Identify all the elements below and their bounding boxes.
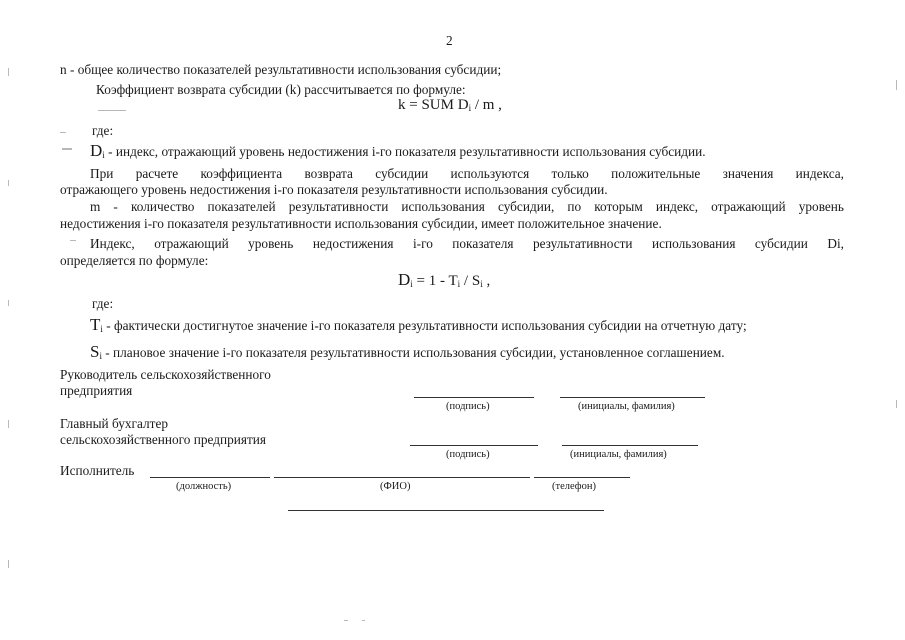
scan-speck: [344, 620, 348, 621]
m-paragraph-line2: недостижения i-го показателя результативности использования субсидии, имеет положительное значение.: [60, 216, 662, 231]
si-definition: [90, 344, 725, 364]
position-caption: (должность): [176, 481, 232, 492]
k-formula-sub: i: [468, 103, 472, 113]
si-symbol: S: [90, 342, 100, 361]
di-formula-eq: = 1 - T: [412, 273, 458, 289]
scan-speck: [896, 400, 897, 408]
di-formula-end: ,: [482, 273, 491, 289]
scan-speck: [62, 148, 72, 150]
accountant-sign-caption: (подпись): [446, 449, 490, 460]
executor-phone-line: [534, 477, 630, 478]
di-formula: [398, 270, 490, 290]
accountant-sign-line: [410, 445, 538, 446]
where-label-2: где:: [92, 296, 114, 311]
calc-paragraph-line1: При расчете коэффициента возврата субсидии используются только положительные значения индекса,: [90, 166, 844, 181]
ti-definition: [90, 317, 747, 337]
di-symbol-sub: i: [102, 150, 105, 160]
accountant-name-line: [562, 445, 698, 446]
scan-speck: [8, 300, 9, 306]
di-formula-div: / S: [460, 273, 481, 289]
scan-speck: [8, 68, 9, 76]
head-name-caption: (инициалы, фамилия): [578, 401, 675, 412]
scan-speck: [362, 620, 365, 621]
di-formula-d: D: [398, 270, 411, 289]
executor-label: Исполнитель: [60, 463, 135, 478]
head-label-line2: предприятия: [60, 383, 133, 398]
head-sign-line: [414, 397, 534, 398]
index-paragraph-line1: Индекс, отражающий уровень недостижения i-го показателя результативности использования субсидии Di,: [90, 236, 844, 251]
di-text: - индекс, отражающий уровень недостижения i-го показателя результативности использования субсидии.: [104, 144, 706, 159]
scan-speck: [70, 240, 76, 241]
n-definition: n - общее количество показателей результативности использования субсидии;: [60, 62, 502, 77]
ti-text: - фактически достигнутое значение i-го показателя результативности использования субсидии на отчетную дату;: [102, 318, 747, 333]
k-formula-prefix: k = SUM D: [398, 97, 469, 113]
executor-fio-line: [274, 477, 530, 478]
accountant-label-line1: Главный бухгалтер: [60, 416, 169, 431]
accountant-name-caption: (инициалы, фамилия): [570, 449, 667, 460]
di-definition: [90, 143, 706, 163]
coefficient-intro: Коэффициент возврата субсидии (k) рассчитывается по формуле:: [96, 82, 466, 97]
head-label-line1: Руководитель сельскохозяйственного: [60, 367, 271, 382]
di-formula-t-sub: i: [457, 279, 461, 289]
di-formula-s-sub: i: [480, 279, 483, 289]
m-paragraph-line1: m - количество показателей результативности использования субсидии, по которым индекс, отражающий уровень: [90, 199, 844, 214]
bottom-separator-line: [288, 510, 604, 511]
page-number: 2: [446, 33, 453, 48]
si-text: - плановое значение i-го показателя результативности использования субсидии, установленное соглашением.: [101, 345, 725, 360]
calc-paragraph-line2: отражающего уровень недостижения i-го показателя результативности использования субсидии.: [60, 182, 608, 197]
executor-position-line: [150, 477, 270, 478]
index-paragraph-line2: определяется по формуле:: [60, 253, 209, 268]
where-label-1: где:: [92, 123, 114, 138]
scan-speck: [8, 560, 9, 568]
scan-speck: [8, 180, 9, 186]
head-sign-caption: (подпись): [446, 401, 490, 412]
phone-caption: (телефон): [552, 481, 596, 492]
di-symbol: D: [90, 141, 103, 160]
scan-speck: [60, 132, 66, 133]
di-formula-d-sub: i: [410, 279, 413, 289]
k-formula-suffix: / m ,: [471, 97, 502, 113]
ti-symbol-sub: i: [100, 324, 103, 334]
ti-symbol: T: [90, 315, 101, 334]
scan-speck: [8, 420, 9, 428]
accountant-label-line2: сельскохозяйственного предприятия: [60, 432, 267, 447]
head-name-line: [560, 397, 705, 398]
scan-speck: [98, 110, 126, 111]
k-formula: [398, 97, 502, 114]
fio-caption: (ФИО): [380, 481, 411, 492]
si-symbol-sub: i: [99, 351, 102, 361]
scan-speck: [896, 80, 897, 90]
